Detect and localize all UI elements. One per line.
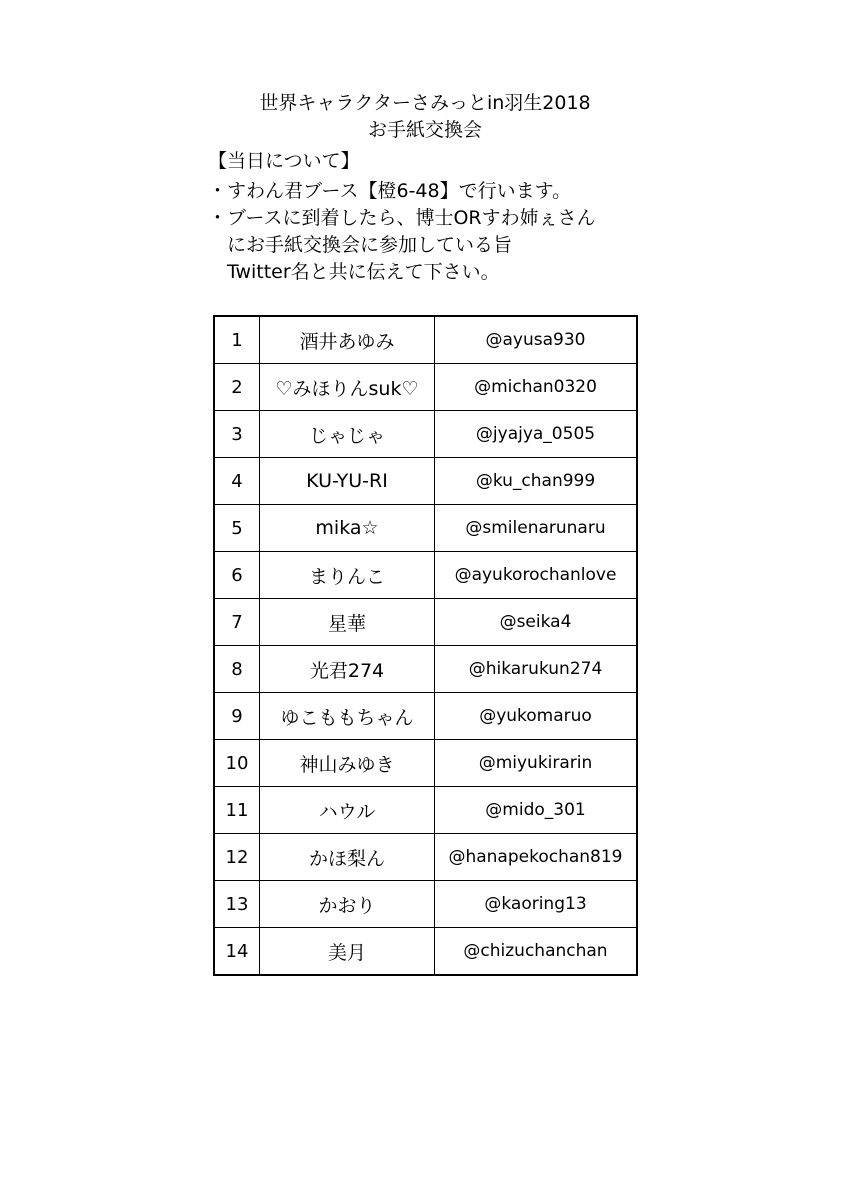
participant-name: ♡みほりんsuk♡ [260, 364, 435, 411]
participant-name: 光君274 [260, 646, 435, 693]
twitter-handle: @ayukorochanlove [435, 552, 638, 599]
note-line: ・すわん君ブース【橙6-48】で行います。 [208, 180, 572, 202]
participant-name: ゆこももちゃん [260, 693, 435, 740]
twitter-handle: @kaoring13 [435, 881, 638, 928]
participant-name: KU-YU-RI [260, 458, 435, 505]
table-row [214, 599, 637, 646]
notes-list [208, 178, 768, 286]
participant-name: じゃじゃ [260, 411, 435, 458]
twitter-handle: @hikarukun274 [435, 646, 638, 693]
participant-name: かほ梨ん [260, 834, 435, 881]
participant-name: 酒井あゆみ [260, 316, 435, 364]
row-number: 11 [214, 787, 260, 834]
row-number: 1 [214, 316, 260, 364]
participant-name: 美月 [260, 928, 435, 976]
participant-table [213, 315, 638, 976]
row-number: 12 [214, 834, 260, 881]
twitter-handle: @ku_chan999 [435, 458, 638, 505]
row-number: 6 [214, 552, 260, 599]
twitter-handle: @michan0320 [435, 364, 638, 411]
twitter-handle: @mido_301 [435, 787, 638, 834]
twitter-handle: @chizuchanchan [435, 928, 638, 976]
participant-name: 神山みゆき [260, 740, 435, 787]
twitter-handle: @miyukirarin [435, 740, 638, 787]
section-heading: 【当日について】 [208, 150, 360, 172]
participant-name: mika☆ [260, 505, 435, 552]
table-row [214, 834, 637, 881]
twitter-handle: @seika4 [435, 599, 638, 646]
row-number: 10 [214, 740, 260, 787]
table-row [214, 505, 637, 552]
table-row [214, 316, 637, 364]
note-line: Twitter名と共に伝えて下さい。 [208, 261, 500, 283]
row-number: 7 [214, 599, 260, 646]
note-line: ・ブースに到着したら、博士ORすわ姉ぇさん [208, 207, 596, 229]
row-number: 14 [214, 928, 260, 976]
document-subtitle: お手紙交換会 [367, 119, 482, 141]
participant-name: まりんこ [260, 552, 435, 599]
table-row [214, 693, 637, 740]
row-number: 3 [214, 411, 260, 458]
twitter-handle: @jyajya_0505 [435, 411, 638, 458]
row-number: 9 [214, 693, 260, 740]
row-number: 2 [214, 364, 260, 411]
row-number: 13 [214, 881, 260, 928]
table-row [214, 411, 637, 458]
twitter-handle: @ayusa930 [435, 316, 638, 364]
document-title: 世界キャラクターさみっとin羽生2018 [259, 92, 591, 114]
table-row [214, 646, 637, 693]
table-row [214, 552, 637, 599]
twitter-handle: @smilenarunaru [435, 505, 638, 552]
table-row [214, 458, 637, 505]
table-row [214, 787, 637, 834]
twitter-handle: @hanapekochan819 [435, 834, 638, 881]
table-row [214, 364, 637, 411]
table-row [214, 881, 637, 928]
twitter-handle: @yukomaruo [435, 693, 638, 740]
note-line: にお手紙交換会に参加している旨 [208, 234, 513, 256]
row-number: 8 [214, 646, 260, 693]
participant-name: かおり [260, 881, 435, 928]
table-row [214, 928, 637, 976]
table-row [214, 740, 637, 787]
participant-name: ハウル [260, 787, 435, 834]
row-number: 4 [214, 458, 260, 505]
participant-name: 星華 [260, 599, 435, 646]
row-number: 5 [214, 505, 260, 552]
